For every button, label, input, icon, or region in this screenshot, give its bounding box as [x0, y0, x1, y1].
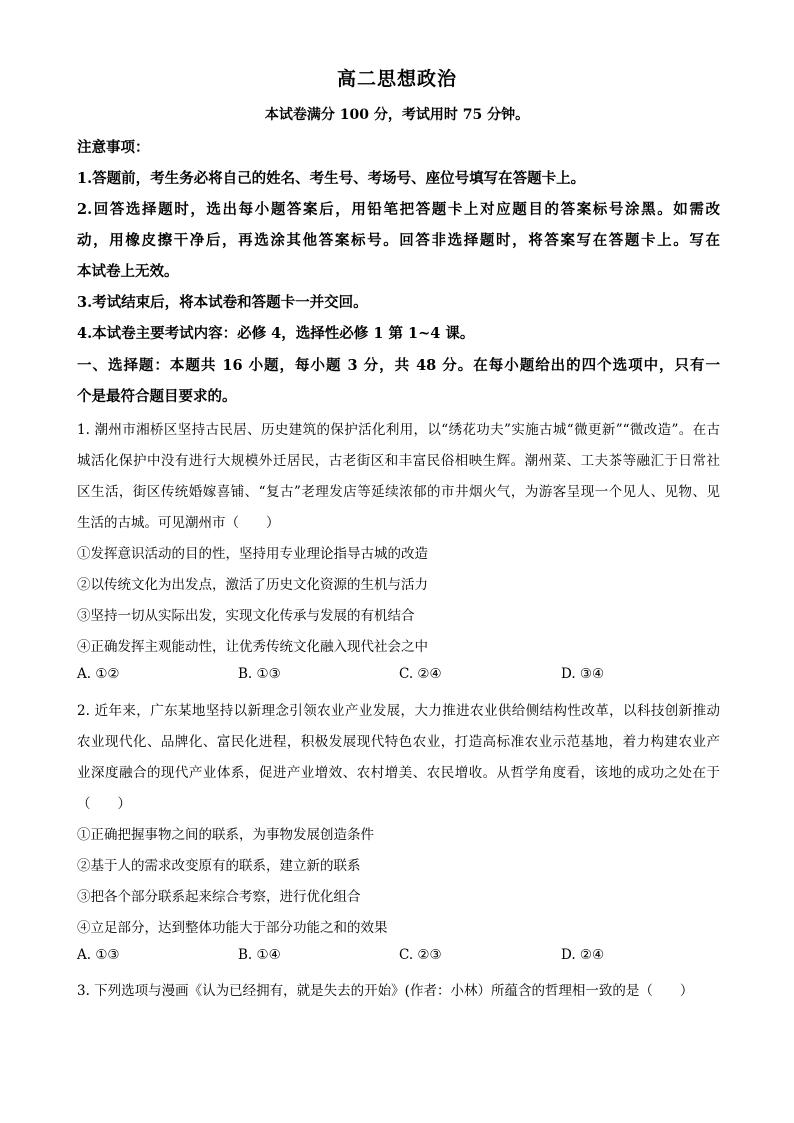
question-stem: 3. 下列选项与漫画《认为已经拥有，就是失去的开始》(作者：小林）所蕴含的哲理相一致的是（ ） [77, 983, 694, 999]
option-b: B. ①④ [238, 947, 281, 963]
option-a: A. ①③ [77, 947, 120, 963]
note-line: 3.考试结束后，将本试卷和答题卡一并交回。 [77, 294, 368, 311]
question-stem: 2. 近年来，广东某地坚持以新理念引领农业产业发展，大力推进农业供给侧结构性改革，以科技创新推动 [77, 703, 720, 719]
exam-info: 本试卷满分 100 分，考试用时 75 分钟。 [264, 107, 530, 123]
question-stem: 区生活，街区传统婚嫁喜铺、“复古”老理发店等延续浓郁的市井烟火气，为游客呈现一个见人、见物、见 [77, 484, 720, 500]
statement: ②以传统文化为出发点，激活了历史文化资源的生机与活力 [77, 577, 428, 593]
note-line: 4.本试卷主要考试内容：必修 4，选择性必修 1 第 1~4 课。 [77, 325, 475, 342]
option-c: C. ②④ [399, 666, 442, 682]
statement: ③把各个部分联系起来综合考察，进行优化组合 [77, 889, 361, 905]
statement: ④立足部分，达到整体功能大于部分功能之和的效果 [77, 920, 388, 936]
statement: ③坚持一切从实际出发，实现文化传承与发展的有机结合 [77, 608, 415, 624]
option-b: B. ①③ [238, 666, 281, 682]
option-d: D. ②④ [561, 947, 605, 963]
statement: ①正确把握事物之间的联系，为事物发展创造条件 [77, 827, 374, 843]
question-stem: （ ） [77, 796, 131, 812]
note-line: 本试卷上无效。 [77, 263, 179, 280]
notes-heading: 注意事项： [77, 139, 150, 156]
note-line: 1.答题前，考生务必将自己的姓名、考生号、考场号、座位号填写在答题卡上。 [77, 170, 586, 187]
statement: ②基于人的需求改变原有的联系，建立新的联系 [77, 858, 361, 874]
section-heading: 个是最符合题目要求的。 [77, 388, 237, 405]
note-line: 2.回答选择题时，选出每小题答案后，用铅笔把答题卡上对应题目的答案标号涂黑。如需改 [77, 201, 720, 218]
page-title: 高二思想政治 [336, 68, 457, 90]
question-stem: 业深度融合的现代产业体系，促进产业增效、农村增美、农民增收。从哲学角度看，该地的成功之处在于 [77, 765, 720, 781]
statement: ④正确发挥主观能动性，让优秀传统文化融入现代社会之中 [77, 639, 428, 655]
option-a: A. ①② [77, 666, 120, 682]
question-stem: 1. 潮州市湘桥区坚持古民居、历史建筑的保护活化利用，以“绣花功夫”实施古城“微更新”“微改造”。在古 [77, 422, 720, 438]
question-stem: 农业现代化、品牌化、富民化进程，积极发展现代特色农业，打造高标准农业示范基地，着力构建农业产 [77, 734, 720, 750]
question-stem: 城活化保护中没有进行大规模外迁居民，古老街区和丰富民俗相映生辉。潮州菜、工夫茶等融汇于日常社 [77, 453, 720, 469]
section-heading: 一、选择题：本题共 16 小题，每小题 3 分，共 48 分。在每小题给出的四个选项中，只有一 [77, 357, 720, 374]
question-stem: 生活的古城。可见潮州市（ ） [77, 515, 280, 531]
option-d: D. ③④ [561, 666, 605, 682]
note-line: 动，用橡皮擦干净后，再选涂其他答案标号。回答非选择题时，将答案写在答题卡上。写在 [77, 232, 720, 249]
statement: ①发挥意识活动的目的性，坚持用专业理论指导古城的改造 [77, 546, 428, 562]
option-c: C. ②③ [399, 947, 442, 963]
